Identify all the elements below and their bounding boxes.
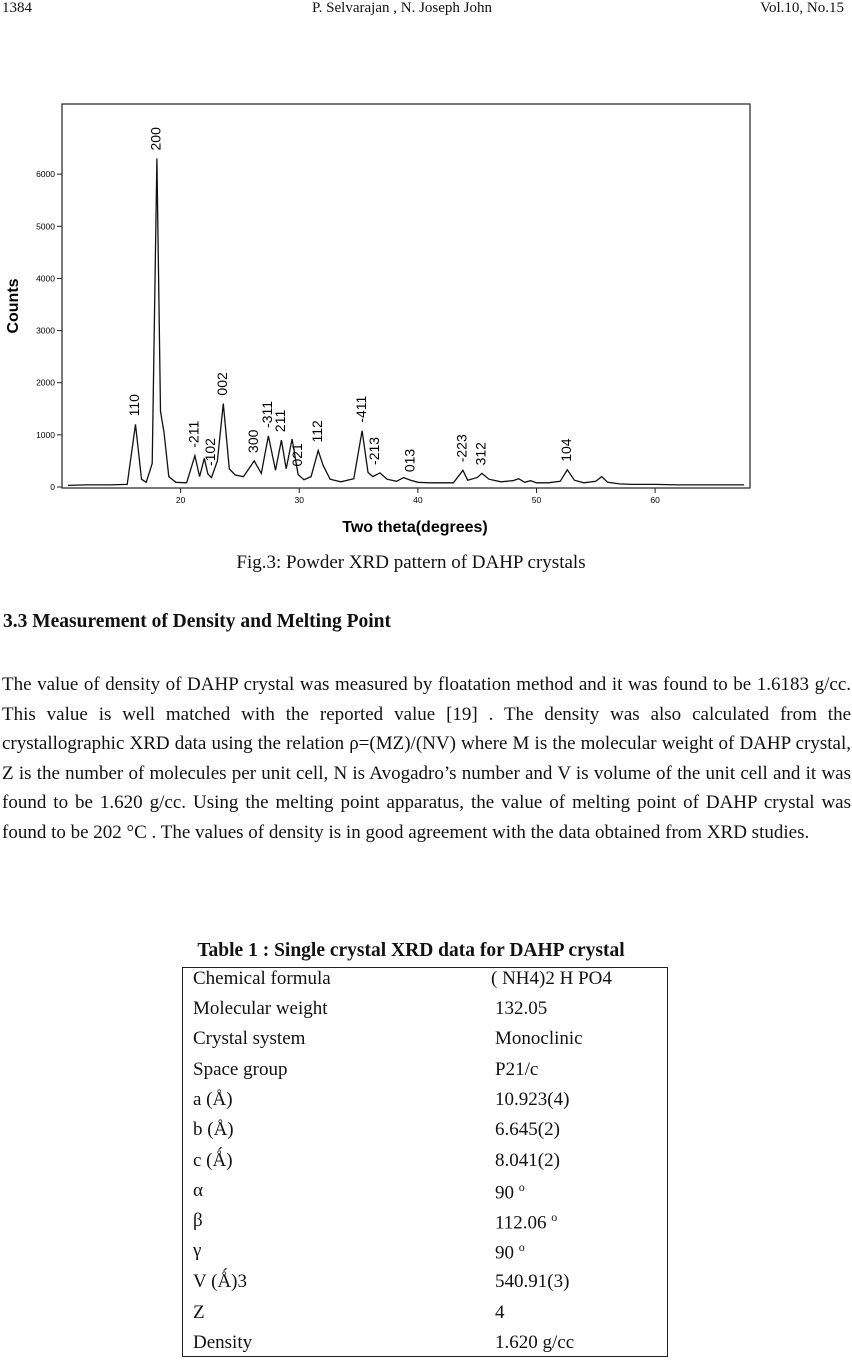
peak-label: 104 [557, 438, 574, 462]
table-row [183, 1271, 667, 1301]
table-row [183, 998, 667, 1028]
degree-superscript: o [518, 1180, 525, 1194]
table-row-value: 132.05 [495, 998, 548, 1019]
table-row-key: Space group [193, 1059, 288, 1080]
table-row-key: γ [193, 1240, 202, 1261]
table-row-value: ( NH4)2 H PO4 [491, 968, 612, 989]
x-tick-label: 30 [294, 495, 304, 505]
table-row-key: b (Å) [193, 1119, 234, 1140]
table-row-key: a (Å) [193, 1089, 233, 1110]
peak-label: 021 [288, 443, 305, 467]
peak-label: 312 [472, 442, 489, 466]
running-authors: P. Selvarajan , N. Joseph John [312, 0, 492, 16]
table-row-value: P21/c [495, 1059, 539, 1080]
table-row-key: V (Ǻ)3 [193, 1271, 248, 1292]
y-tick-label: 4000 [36, 273, 55, 284]
table-row-value: 90 $^o$ [495, 1240, 525, 1264]
peak-label: 002 [213, 372, 230, 396]
table-row-value: 8.041(2) [495, 1150, 560, 1171]
y-tick-label: 0 [50, 482, 55, 492]
table-row-key: β [193, 1210, 203, 1231]
x-tick-label: 60 [650, 495, 660, 505]
journal-volume: Vol.10, No.15 [760, 0, 844, 16]
y-axis-label: Counts [5, 278, 22, 334]
x-tick-label: 50 [531, 495, 542, 505]
table-title: Table 1 : Single crystal XRD data for DAHP crystal [197, 940, 625, 961]
table-row [183, 1302, 667, 1332]
y-tick-label: 5000 [36, 221, 55, 232]
table-row [183, 1089, 667, 1119]
table-row-value: 1.620 g/cc [495, 1332, 575, 1353]
table-row-value: Monoclinic [495, 1028, 583, 1049]
table-row-key: Molecular weight [193, 998, 328, 1019]
crystal-data-table [182, 967, 668, 1357]
page-number: 1384 [2, 0, 32, 16]
peak-label: -411 [352, 395, 369, 423]
peak-label: -213 [365, 436, 382, 465]
table-row-key: c (Ǻ) [193, 1150, 233, 1171]
chart-axes [62, 104, 750, 488]
table-row [183, 1119, 667, 1149]
x-tick-label: 20 [175, 495, 186, 505]
table-row [183, 1028, 667, 1058]
y-tick-label: 1000 [36, 429, 55, 440]
peak-label: 112 [308, 420, 325, 443]
table-row-value: 112.06 $^o$ [495, 1210, 558, 1234]
peak-label: -311 [259, 400, 276, 428]
peak-label: 110 [126, 394, 143, 417]
body-paragraph: The value of density of DAHP crystal was measured by floatation method and it was found to be 1.6183 g/cc. This value is well matched with the reported value [19] . The density was also calculated from the crystallographic XRD data using the relation ρ=(MZ)/(NV) where M is the molecular weight of DAHP crystal, Z is the number of molecules per unit cell, N is Avogadro’s number and V is volume of the unit cell and it was found to be 1.620 g/cc. Using the melting point apparatus, the value of melting point of DAHP crystal was found to be 202 °C . The values of density is in good agreement with the data obtained from XRD studies. [2, 674, 851, 843]
peak-label: -102 [202, 438, 219, 467]
degree-superscript: o [518, 1240, 525, 1254]
peak-label: 211 [272, 409, 289, 433]
table-row [183, 1150, 667, 1180]
table-row-key: Density [193, 1332, 253, 1353]
y-tick-label: 6000 [36, 169, 55, 180]
x-axis-label: Two theta(degrees) [342, 519, 488, 536]
xrd-chart [0, 98, 760, 543]
peak-label: -211 [185, 420, 202, 448]
peak-labels [126, 127, 574, 472]
table-row [183, 968, 667, 998]
y-tick-label: 2000 [36, 377, 55, 388]
table-row-key: Crystal system [193, 1028, 306, 1049]
table-row-value: 10.923(4) [495, 1089, 570, 1110]
table-row [183, 1240, 667, 1270]
peak-label: -223 [453, 434, 470, 463]
table-row-key: Chemical formula [193, 968, 331, 989]
table-row-key: Z [193, 1302, 205, 1323]
table-row-value: 4 [495, 1302, 505, 1323]
table-row-value: 90 $^o$ [495, 1180, 525, 1204]
table-row-key: α [193, 1180, 203, 1201]
page-header [0, 0, 852, 22]
degree-superscript: o [551, 1210, 558, 1224]
plot-frame [62, 104, 750, 488]
figure-caption: Fig.3: Powder XRD pattern of DAHP crystals [236, 552, 586, 573]
table-row [183, 1059, 667, 1089]
peak-label: 013 [401, 448, 418, 473]
table-row [183, 1180, 667, 1210]
xrd-pattern-line [68, 159, 744, 486]
y-tick-label: 3000 [36, 325, 55, 336]
table-row [183, 1210, 667, 1240]
table-row [183, 1332, 667, 1362]
section-heading: 3.3 Measurement of Density and Melting Point [3, 611, 391, 632]
table-row-value: 540.91(3) [495, 1271, 570, 1292]
table-row-value: 6.645(2) [495, 1119, 560, 1140]
x-tick-label: 40 [413, 495, 423, 505]
peak-label: 200 [147, 127, 164, 151]
peak-label: 300 [244, 429, 261, 453]
